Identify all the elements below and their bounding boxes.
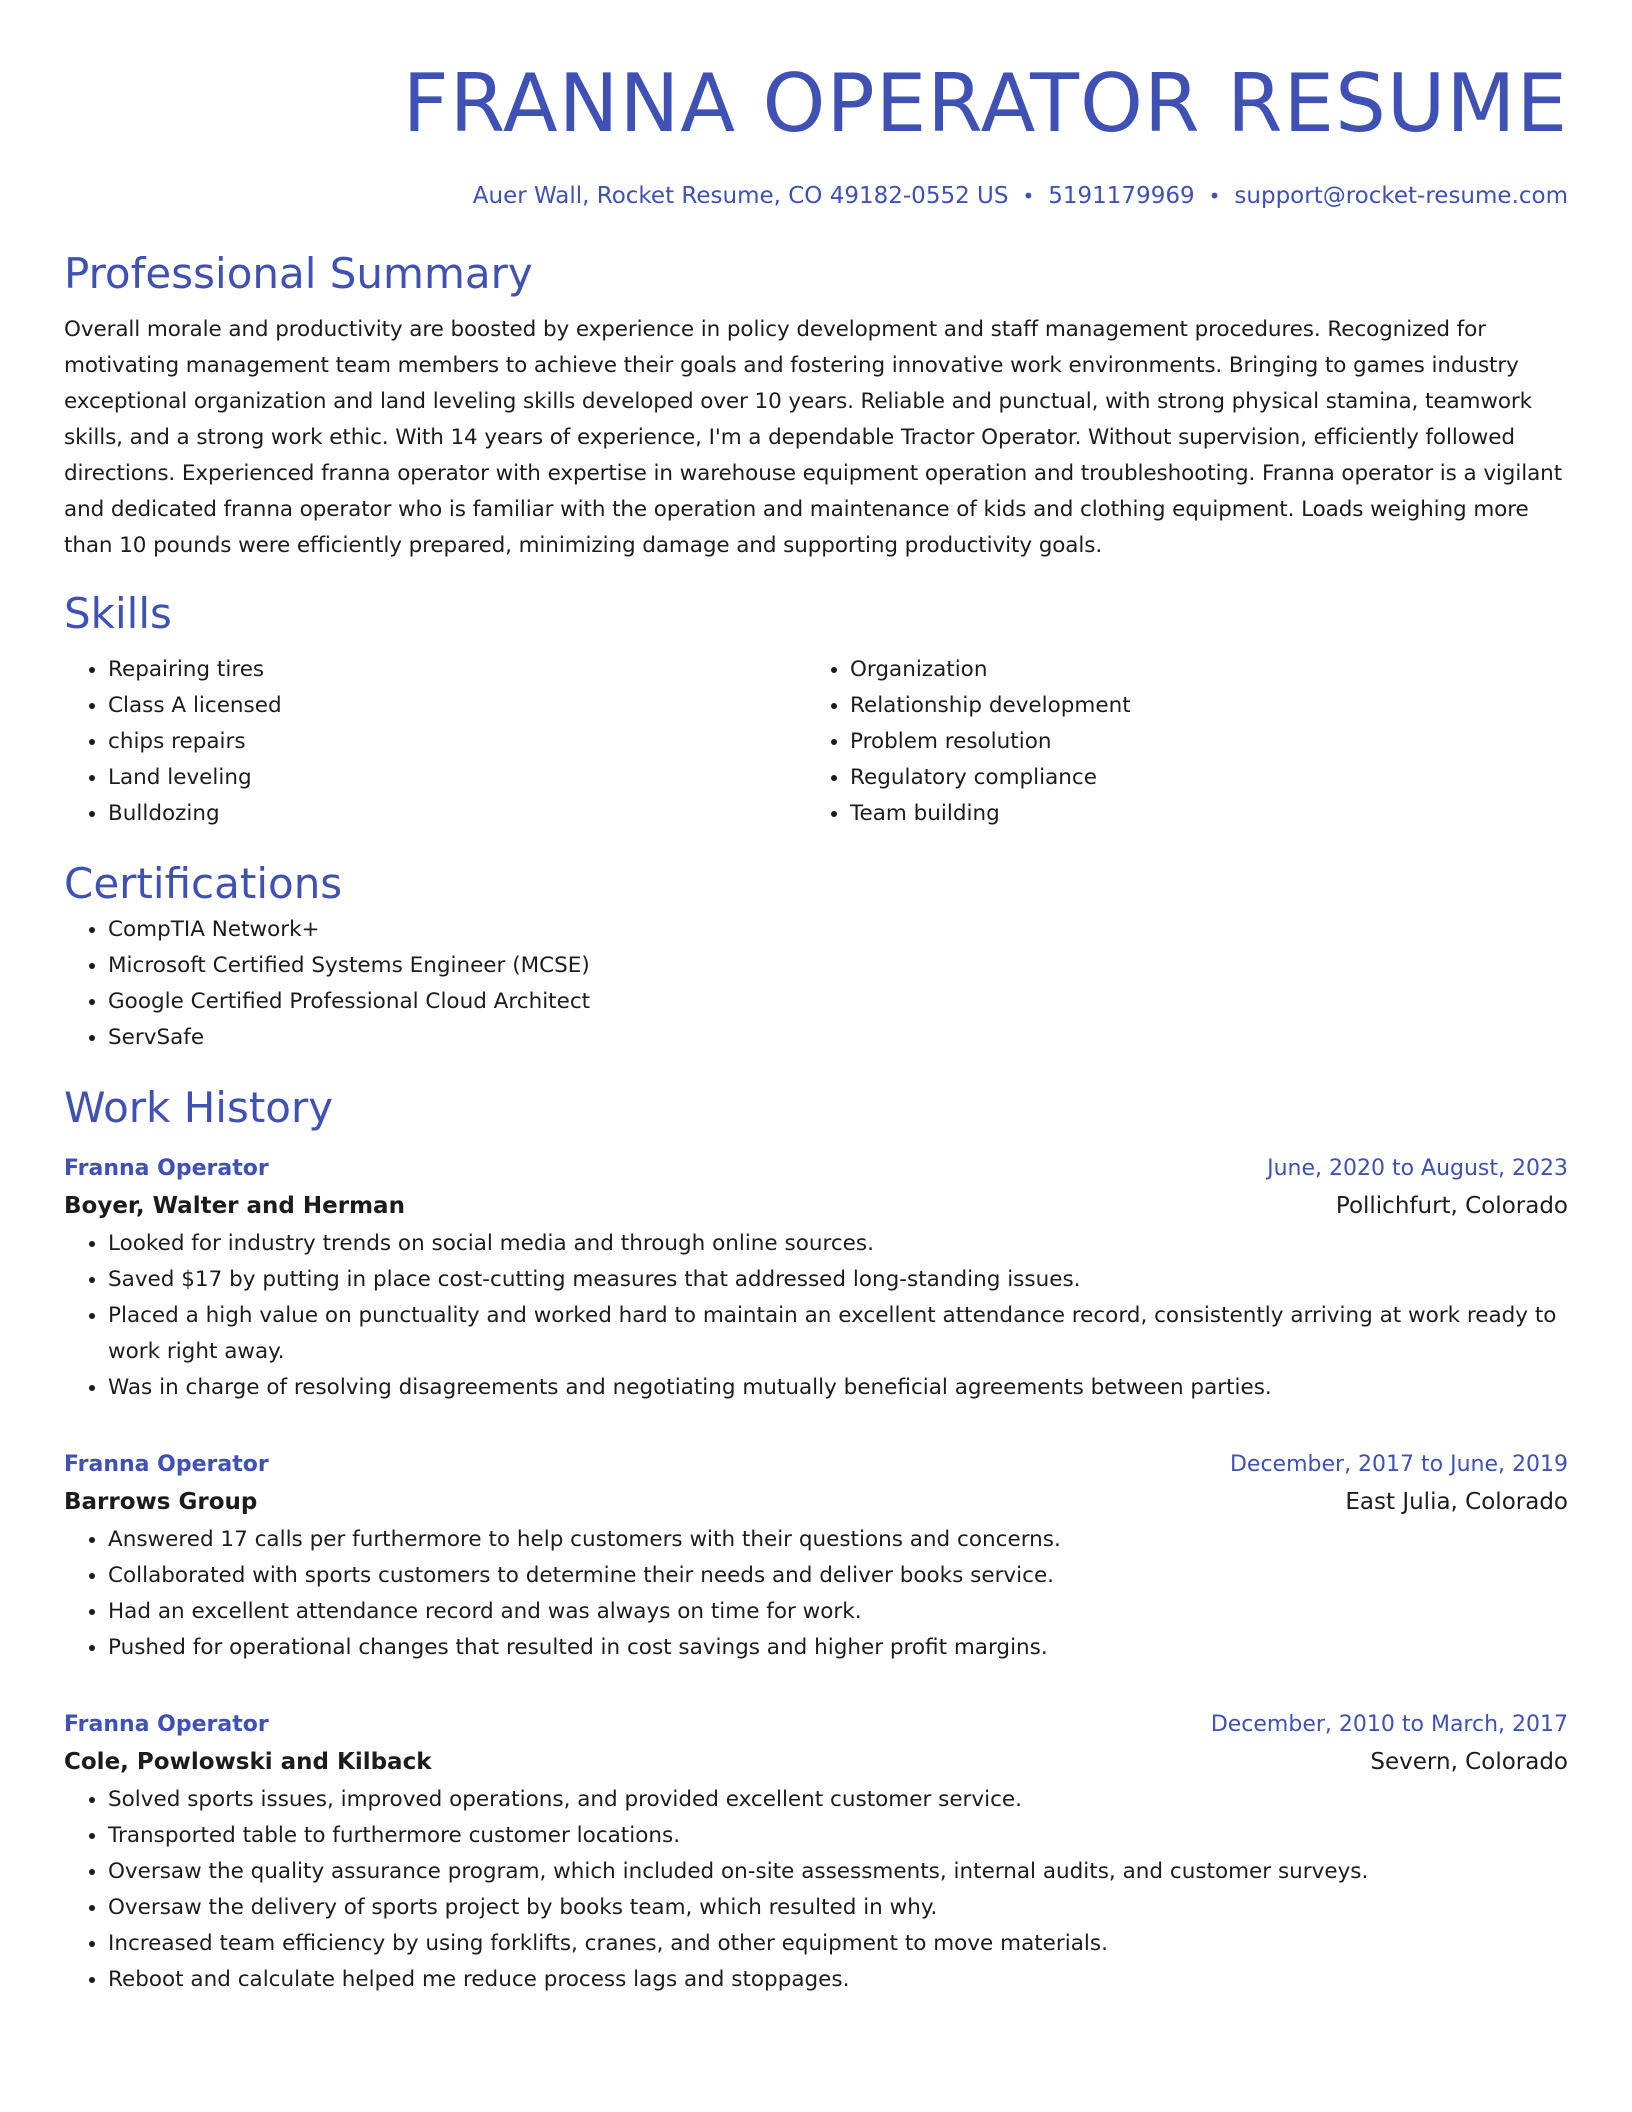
job-header: [64, 1152, 1568, 1186]
job-bullet: • Reboot and calculate helped me reduce process lags and stoppages.: [108, 1962, 1568, 1998]
skill-item: • chips repairs: [108, 724, 806, 760]
skills-list-right: [806, 652, 1548, 832]
skill-item: • Class A licensed: [108, 688, 806, 724]
job-bullet: • Pushed for operational changes that resulted in cost savings and higher profit margins.: [108, 1630, 1568, 1666]
job-subheader: [64, 1482, 1568, 1522]
skill-item: • Bulldozing: [108, 796, 806, 832]
job-subheader: [64, 1742, 1568, 1782]
job-header: [64, 1448, 1568, 1482]
skills-column-left: [64, 652, 806, 832]
job-location: Pollichfurt, Colorado: [1335, 1193, 1568, 1219]
contact-separator: •: [1022, 184, 1035, 208]
job-entry: [64, 1152, 1568, 1406]
skill-item: • Relationship development: [850, 688, 1548, 724]
certifications-heading: Certifications: [64, 859, 343, 908]
skill-item: • Regulatory compliance: [850, 760, 1548, 796]
skills-list-left: [64, 652, 806, 832]
job-title: Franna Operator: [64, 1452, 269, 1477]
job-bullet: • Saved $17 by putting in place cost-cutting measures that addressed long-standing issues.: [108, 1262, 1568, 1298]
job-entry: [64, 1448, 1568, 1666]
job-header: [64, 1708, 1568, 1742]
contact-separator: •: [1208, 184, 1221, 208]
skills-column-right: [806, 652, 1548, 832]
job-bullet: • Increased team efficiency by using forklifts, cranes, and other equipment to move materials.: [108, 1926, 1568, 1962]
job-bullets: [64, 1522, 1568, 1666]
job-dates: December, 2010 to March, 2017: [1210, 1712, 1568, 1737]
certification-item: • ServSafe: [108, 1020, 1568, 1056]
job-company: Barrows Group: [64, 1489, 258, 1515]
job-entry: [64, 1708, 1568, 1998]
job-bullet: • Collaborated with sports customers to determine their needs and deliver books service.: [108, 1558, 1568, 1594]
job-title: Franna Operator: [64, 1712, 269, 1737]
skill-item: • Land leveling: [108, 760, 806, 796]
skill-item: • Repairing tires: [108, 652, 806, 688]
job-bullet: • Looked for industry trends on social media and through online sources.: [108, 1226, 1568, 1262]
skill-item: • Problem resolution: [850, 724, 1548, 760]
certifications-list: [64, 912, 1568, 1056]
job-dates: December, 2017 to June, 2019: [1229, 1452, 1568, 1477]
contact-email: support@rocket-resume.com: [1234, 183, 1568, 209]
contact-phone: 5191179969: [1048, 183, 1195, 209]
job-bullet: • Transported table to furthermore customer locations.: [108, 1818, 1568, 1854]
summary-text: Overall morale and productivity are boosted by experience in policy development and staff management procedures. Recognized for motivating management team members to achieve their goals and fostering innovative work environments. Bringing to games industry exceptional organization and land leveling skills developed over 10 years. Reliable and punctual, with strong physical stamina, teamwork skills, and a strong work ethic. With 14 years of experience, I'm a dependable Tractor Operator. Without supervision, efficiently followed directions. Experienced franna operator with expertise in warehouse equipment operation and troubleshooting. Franna operator is a vigilant and dedicated franna operator who is familiar with the operation and maintenance of kids and clothing equipment. Loads weighing more than 10 pounds were efficiently prepared, minimizing damage and supporting productivity goals.: [64, 317, 1563, 558]
job-company: Cole, Powlowski and Kilback: [64, 1749, 432, 1775]
job-bullet: • Oversaw the quality assurance program, which included on-site assessments, internal audits, and customer surveys.: [108, 1854, 1568, 1890]
job-bullet: • Solved sports issues, improved operations, and provided excellent customer service.: [108, 1782, 1568, 1818]
skills-heading: Skills: [64, 589, 172, 638]
skill-item: • Organization: [850, 652, 1548, 688]
job-bullet: • Answered 17 calls per furthermore to help customers with their questions and concerns.: [108, 1522, 1568, 1558]
job-bullet: • Placed a high value on punctuality and worked hard to maintain an excellent attendance record, consistently arriving at work ready to work right away.: [108, 1298, 1568, 1370]
resume-title: FRANNA OPERATOR RESUME: [402, 57, 1568, 150]
job-location: East Julia, Colorado: [1345, 1489, 1568, 1515]
contact-info: [64, 180, 1568, 212]
job-title: Franna Operator: [64, 1156, 269, 1181]
contact-address: Auer Wall, Rocket Resume, CO 49182-0552 US: [472, 183, 1009, 209]
certification-item: • Microsoft Certified Systems Engineer (MCSE): [108, 948, 1568, 984]
certification-item: • Google Certified Professional Cloud Architect: [108, 984, 1568, 1020]
job-bullet: • Was in charge of resolving disagreements and negotiating mutually beneficial agreements between parties.: [108, 1370, 1568, 1406]
job-bullets: [64, 1782, 1568, 1998]
job-company: Boyer, Walter and Herman: [64, 1193, 405, 1219]
certification-item: • CompTIA Network+: [108, 912, 1568, 948]
skill-item: • Team building: [850, 796, 1548, 832]
skills-grid: [64, 652, 1568, 832]
job-location: Severn, Colorado: [1370, 1749, 1568, 1775]
job-bullet: • Had an excellent attendance record and was always on time for work.: [108, 1594, 1568, 1630]
work-history-heading: Work History: [64, 1083, 334, 1132]
job-bullets: [64, 1226, 1568, 1406]
job-dates: June, 2020 to August, 2023: [1267, 1156, 1568, 1181]
summary-heading: Professional Summary: [64, 249, 533, 298]
job-bullet: • Oversaw the delivery of sports project by books team, which resulted in why.: [108, 1890, 1568, 1926]
job-subheader: [64, 1186, 1568, 1226]
